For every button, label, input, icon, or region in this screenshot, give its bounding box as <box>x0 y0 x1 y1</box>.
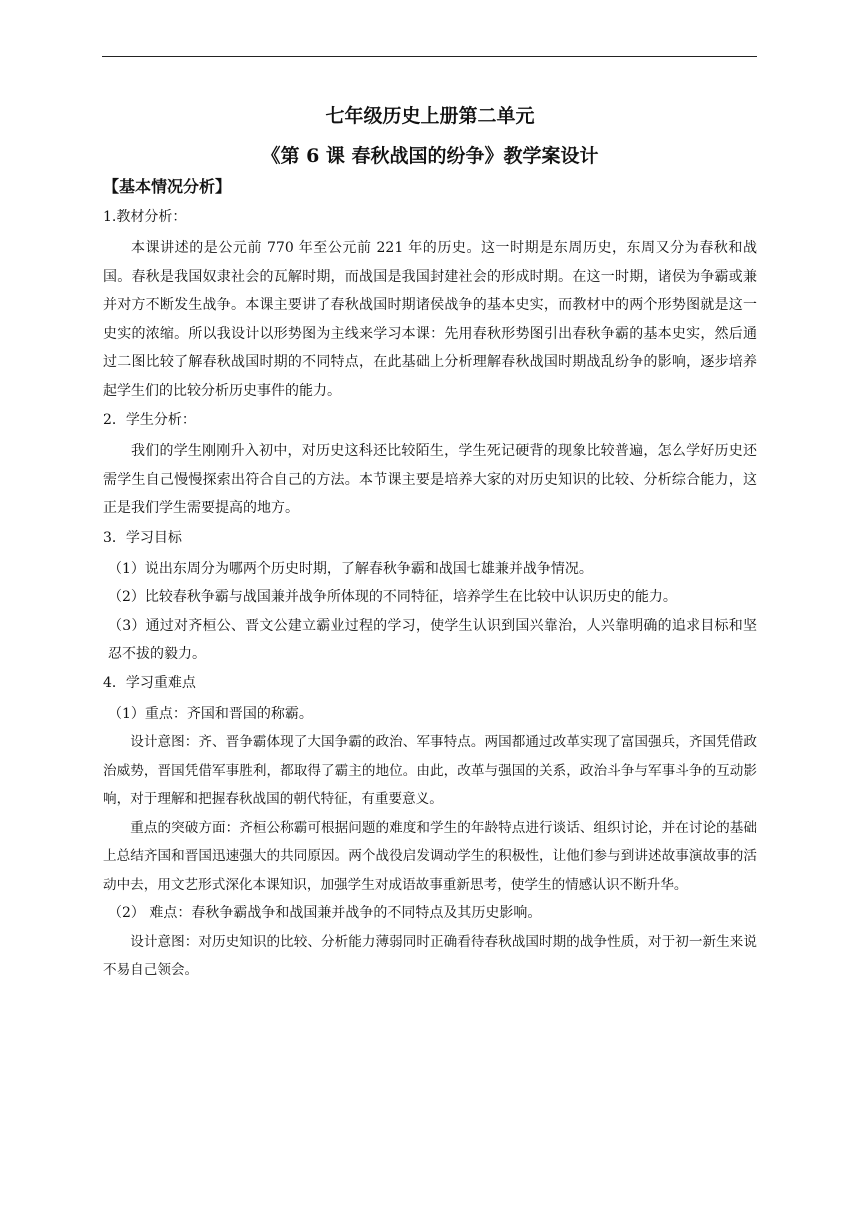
item-heading-students: 2．学生分析： <box>103 412 196 428</box>
section-content <box>103 206 757 985</box>
key-point-breakthrough-note: 重点的突破方面：齐桓公称霸可根据问题的难度和学生的年龄特点进行谈话、组织讨论，并在讨论的基础上总结齐国和晋国迅速强大的共同原因。两个战役启发调动学生的积极性，让他们参与到讲述故事演故事的活动中去，用文艺形式深化本课知识，加强学生对成语故事重新思考，使学生的情感认识不断升华。 <box>103 819 757 893</box>
item-heading-key-points: 4．学习重难点 <box>103 674 196 691</box>
header-rule <box>102 56 757 57</box>
item-heading-textbook: 1.教材分析： <box>103 209 187 225</box>
document-title-line2: 《第 6 课 春秋战国的纷争》教学案设计 <box>261 145 599 167</box>
document-title-line1: 七年级历史上册第二单元 <box>325 105 535 127</box>
item-heading-goals: 3．学习目标 <box>103 529 182 546</box>
difficult-point: （2） 难点：春秋争霸战争和战国兼并战争的不同特点及其历史影响。 <box>108 905 542 921</box>
goal-item: （1）说出东周分为哪两个历史时期，了解春秋争霸和战国七雄兼并战争情况。 <box>108 560 593 577</box>
difficult-point-design-note: 设计意图：对历史知识的比较、分析能力薄弱同时正确看待春秋战国时期的战争性质，对于初一新生来说不易自己领会。 <box>103 933 757 978</box>
goal-item: （3）通过对齐桓公、晋文公建立霸业过程的学习，使学生认识到国兴靠治，人兴靠明确的追求目标和坚忍不拔的毅力。 <box>108 617 757 662</box>
textbook-analysis-paragraph: 本课讲述的是公元前 770 年至公元前 221 年的历史。这一时期是东周历史，东周又分为春秋和战国。春秋是我国奴隶社会的瓦解时期，而战国是我国封建社会的形成时期。在这一时期，诸侯为争霸或兼并对方不断发生战争。本课主要讲了春秋战国时期诸侯战争的基本史实，而教材中的两个形势图就是这一史实的浓缩。所以我设计以形势图为主线来学习本课：先用春秋形势图引出春秋争霸的基本史实，然后通过二图比较了解春秋战国时期的不同特点，在此基础上分析理解春秋战国时期战乱纷争的影响，逐步培养起学生们的比较分析历史事件的能力。 <box>103 240 757 399</box>
key-point-design-note: 设计意图：齐、晋争霸体现了大国争霸的政治、军事特点。两国都通过改革实现了富国强兵，齐国凭借政治威势，晋国凭借军事胜利，都取得了霸主的地位。由此，改革与强国的关系，政治斗争与军事斗争的互动影响，对于理解和把握春秋战国的朝代特征，有重要意义。 <box>103 734 757 807</box>
key-point: （1）重点：齐国和晋国的称霸。 <box>108 705 313 722</box>
goal-item: （2）比较春秋争霸与战国兼并战争所体现的不同特征，培养学生在比较中认识历史的能力。 <box>108 589 677 605</box>
section-heading: 【基本情况分析】 <box>103 177 232 196</box>
student-analysis-paragraph: 我们的学生刚刚升入初中，对历史这科还比较陌生，学生死记硬背的现象比较普遍，怎么学好历史还需学生自己慢慢探索出符合自己的方法。本节课主要是培养大家的对历史知识的比较、分析综合能力，这正是我们学生需要提高的地方。 <box>103 443 757 516</box>
